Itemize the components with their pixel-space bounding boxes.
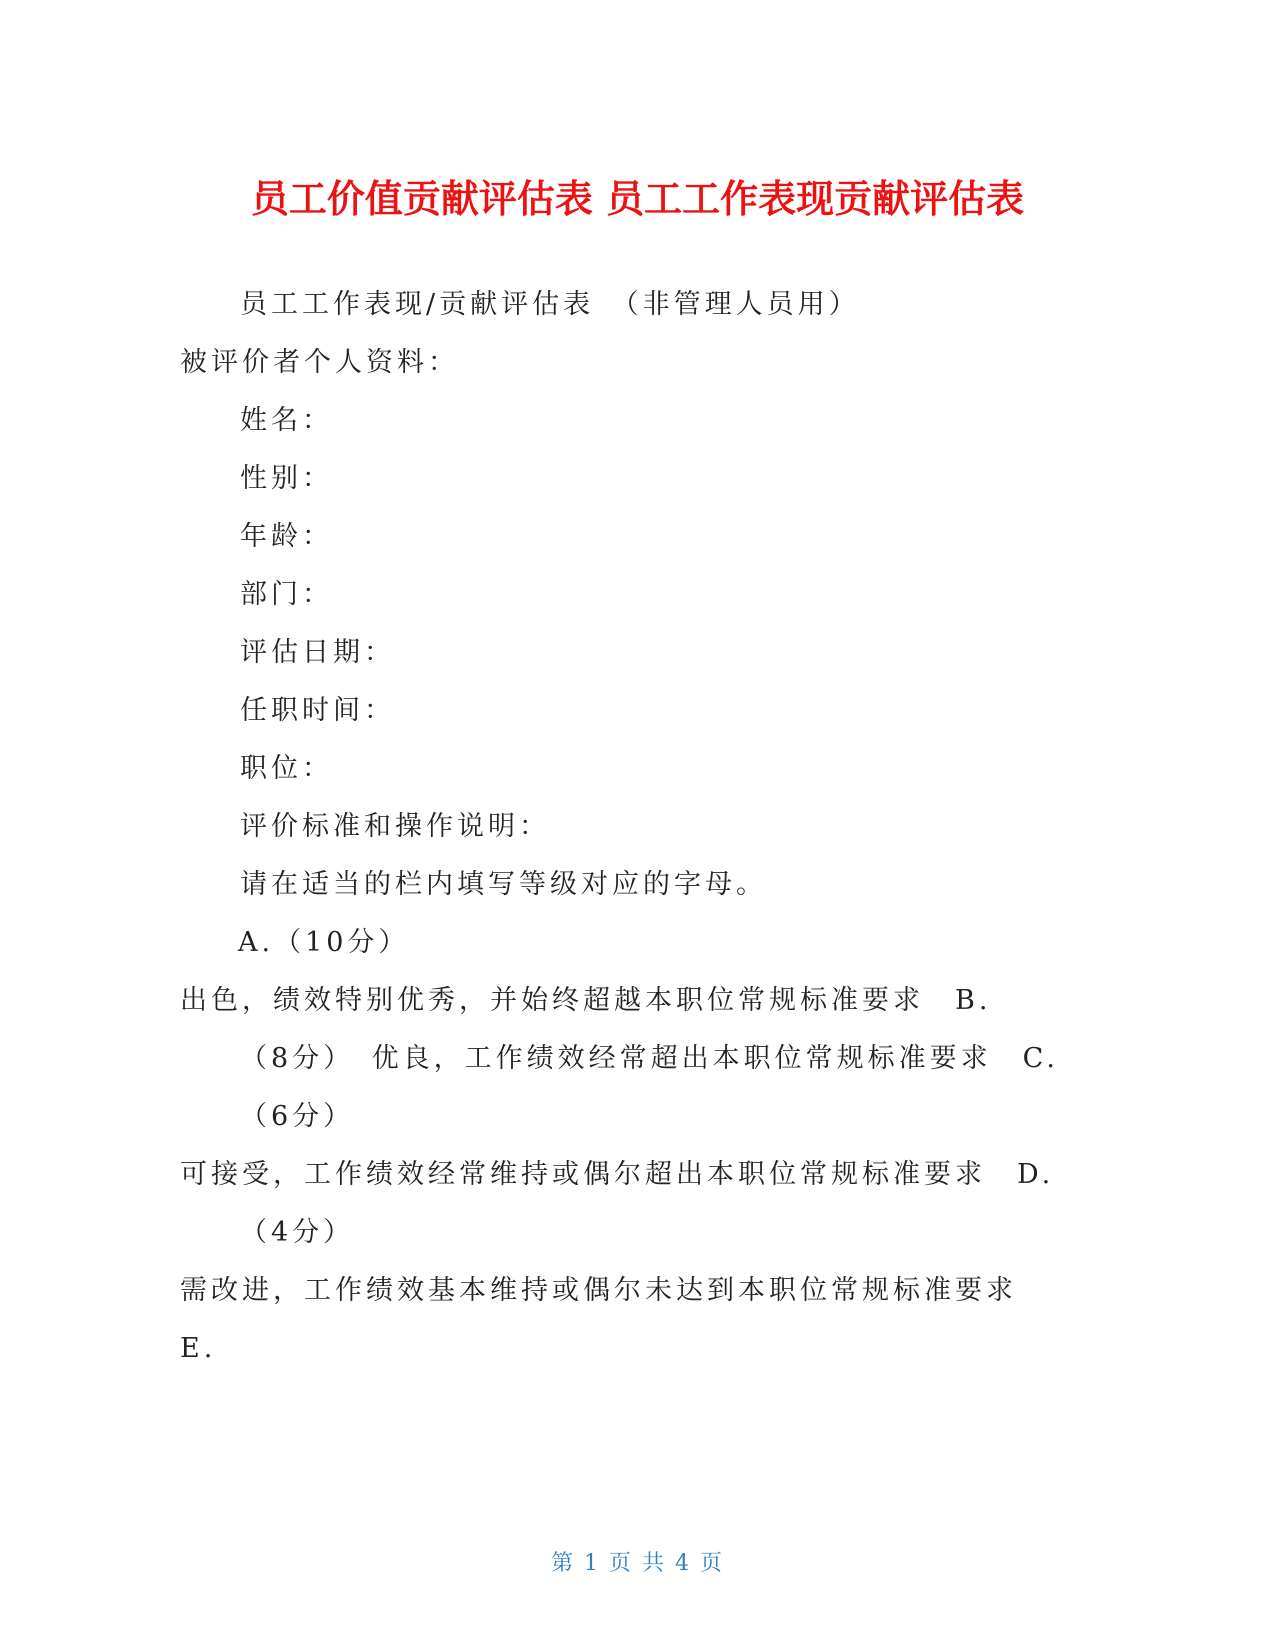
grade-c-score: （6分） (240, 1101, 355, 1132)
age-field-label: 年龄： (240, 521, 333, 552)
position-field-label: 职位： (240, 753, 333, 784)
criteria-heading: 评价标准和操作说明： (240, 811, 550, 842)
grade-c-description: 可接受，工作绩效经常维持或偶尔超出本职位常规标准要求 D. (180, 1159, 1055, 1190)
page-indicator: 第 1 页 共 4 页 (551, 1551, 724, 1576)
instruction-text: 请在适当的栏内填写等级对应的字母。 (240, 869, 767, 900)
document-title: 员工价值贡献评估表 员工工作表现贡献评估表 (250, 177, 1025, 221)
form-subtitle: 员工工作表现/贡献评估表 （非管理人员用） (240, 289, 860, 320)
grade-a-label: A.（10分） (238, 927, 410, 958)
eval-date-field-label: 评估日期： (240, 637, 395, 668)
tenure-field-label: 任职时间： (240, 695, 395, 726)
department-field-label: 部门： (240, 579, 333, 610)
name-field-label: 姓名： (240, 405, 333, 436)
grade-e-label: E. (180, 1333, 217, 1364)
personal-info-heading: 被评价者个人资料： (180, 347, 459, 378)
grade-d-description: 需改进，工作绩效基本维持或偶尔未达到本职位常规标准要求 (180, 1275, 1017, 1306)
grade-b-description: （8分） 优良，工作绩效经常超出本职位常规标准要求 C. (240, 1043, 1059, 1074)
grade-a-description: 出色，绩效特别优秀，并始终超越本职位常规标准要求 B. (180, 985, 992, 1016)
gender-field-label: 性别： (240, 463, 333, 494)
grade-d-score: （4分） (240, 1217, 355, 1248)
